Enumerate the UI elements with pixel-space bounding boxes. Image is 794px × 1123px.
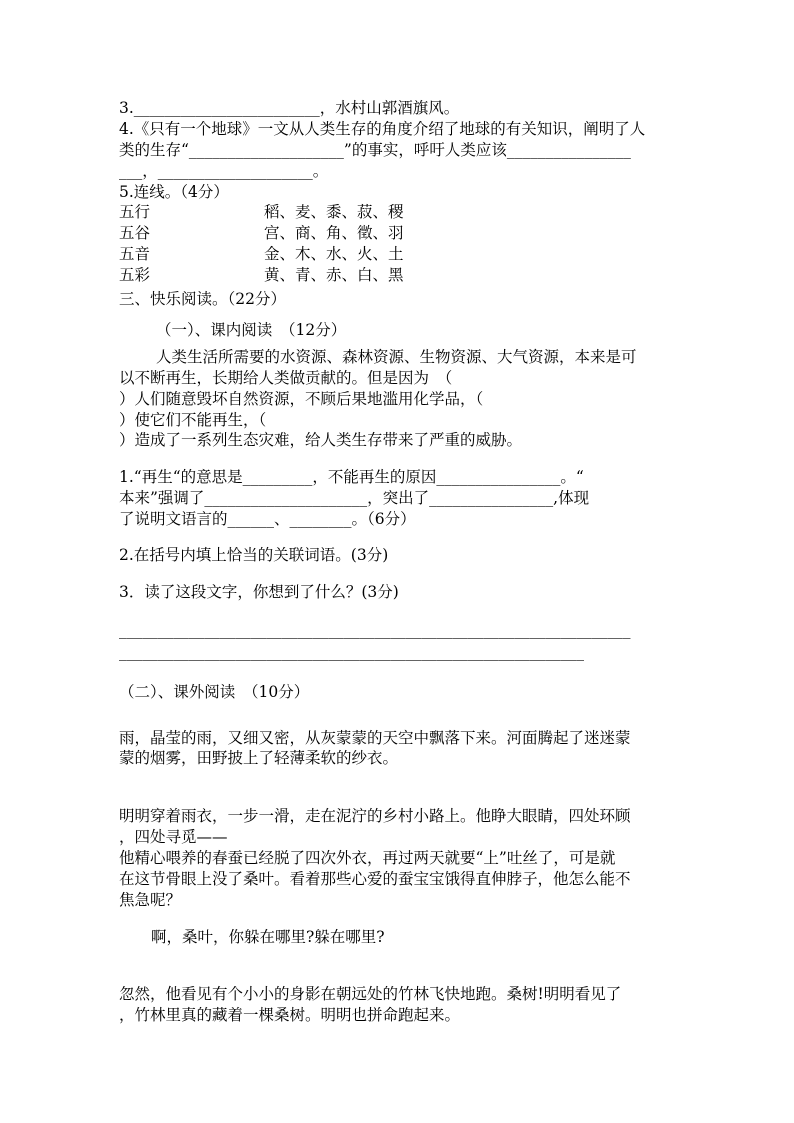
match-left-item: 五音 (119, 245, 151, 263)
match-right-item: 黄、青、赤、白、黑 (264, 266, 404, 284)
reading-question-1-line2: 本来”强调了_____________________，突出了________________,体现 (119, 489, 590, 507)
reading-question-1-line1: 1.“再生“的意思是_________，不能再生的原因________________。“ (119, 468, 584, 486)
section-3-heading: 三、快乐阅读。（22分） (119, 290, 286, 308)
passage-line: 蒙的烟雾，田野披上了轻薄柔软的纱衣。 (119, 749, 399, 767)
reading-question-1-line3: 了说明文语言的______、________。（6分） (119, 510, 416, 528)
passage-line: 在这节骨眼上没了桑叶。看着那些心爱的蚕宝宝饿得直伸脖子，他怎么能不 (119, 870, 631, 888)
question-4-line2: 类的生存“____________________”的事实，呼吁人类应该________________ (119, 141, 631, 159)
reading-question-2: 2.在括号内填上恰当的关联词语。(3分) (119, 546, 389, 564)
passage-line: 他精心喂养的春蚕已经脱了四次外衣，再过两天就要“上”吐丝了，可是就 (119, 849, 616, 867)
question-4-line1: 4.《只有一个地球》一文从人类生存的角度介绍了地球的有关知识，阐明了人 (119, 120, 646, 138)
passage-line: 以不断再生，长期给人类做贡献的。但是因为 （ (119, 369, 453, 387)
passage-line: ）造成了一系列生态灾难，给人类生存带来了严重的威胁。 (119, 431, 523, 449)
passage-line: ，四处寻觅—— (119, 828, 228, 846)
part-2-heading: （二）、课外阅读 （10分） (119, 683, 310, 701)
part-1-heading: （一）、课内阅读 （12分） (156, 321, 347, 339)
passage-line: 焦急呢？ (119, 891, 182, 909)
match-left-item: 五谷 (119, 224, 151, 242)
passage-line: ）人们随意毁坏自然资源，不顾后果地滥用化学品，（ (119, 390, 484, 408)
passage-line: ）使它们不能再生，（ (119, 411, 267, 429)
passage-line: 雨，晶莹的雨，又细又密，从灰蒙蒙的天空中飘落下来。河面腾起了迷迷蒙 (119, 729, 631, 747)
question-3: 3.________________________，水村山郭酒旗风。 (119, 99, 460, 117)
answer-line: __________________________________________________________________ (119, 621, 631, 639)
passage-line: 啊，桑叶，你躲在哪里?躲在哪里? (151, 928, 385, 946)
passage-line: 人类生活所需要的水资源、森林资源、生物资源、大气资源，本来是可 (156, 348, 637, 366)
answer-line: ____________________________________________________________ (119, 643, 584, 661)
passage-line: 忽然，他看见有个小小的身影在朝远处的竹林飞快地跑。桑树!明明看见了 (119, 985, 622, 1003)
reading-question-3: 3．读了这段文字，你想到了什么？(3分) (119, 583, 399, 601)
question-4-line3: ___，____________________。 (119, 162, 329, 180)
match-left-item: 五彩 (119, 266, 151, 284)
passage-line: 明明穿着雨衣，一步一滑，走在泥泞的乡村小路上。他睁大眼睛，四处环顾 (119, 807, 631, 825)
match-right-item: 宫、商、角、徵、羽 (264, 224, 404, 242)
match-right-item: 金、木、水、火、土 (264, 245, 404, 263)
match-left-item: 五行 (119, 203, 151, 221)
question-5: 5.连线。（4分） (119, 183, 229, 201)
match-right-item: 稻、麦、黍、菽、稷 (264, 203, 404, 221)
passage-line: ，竹林里真的藏着一棵桑树。明明也拼命跑起来。 (119, 1006, 461, 1024)
